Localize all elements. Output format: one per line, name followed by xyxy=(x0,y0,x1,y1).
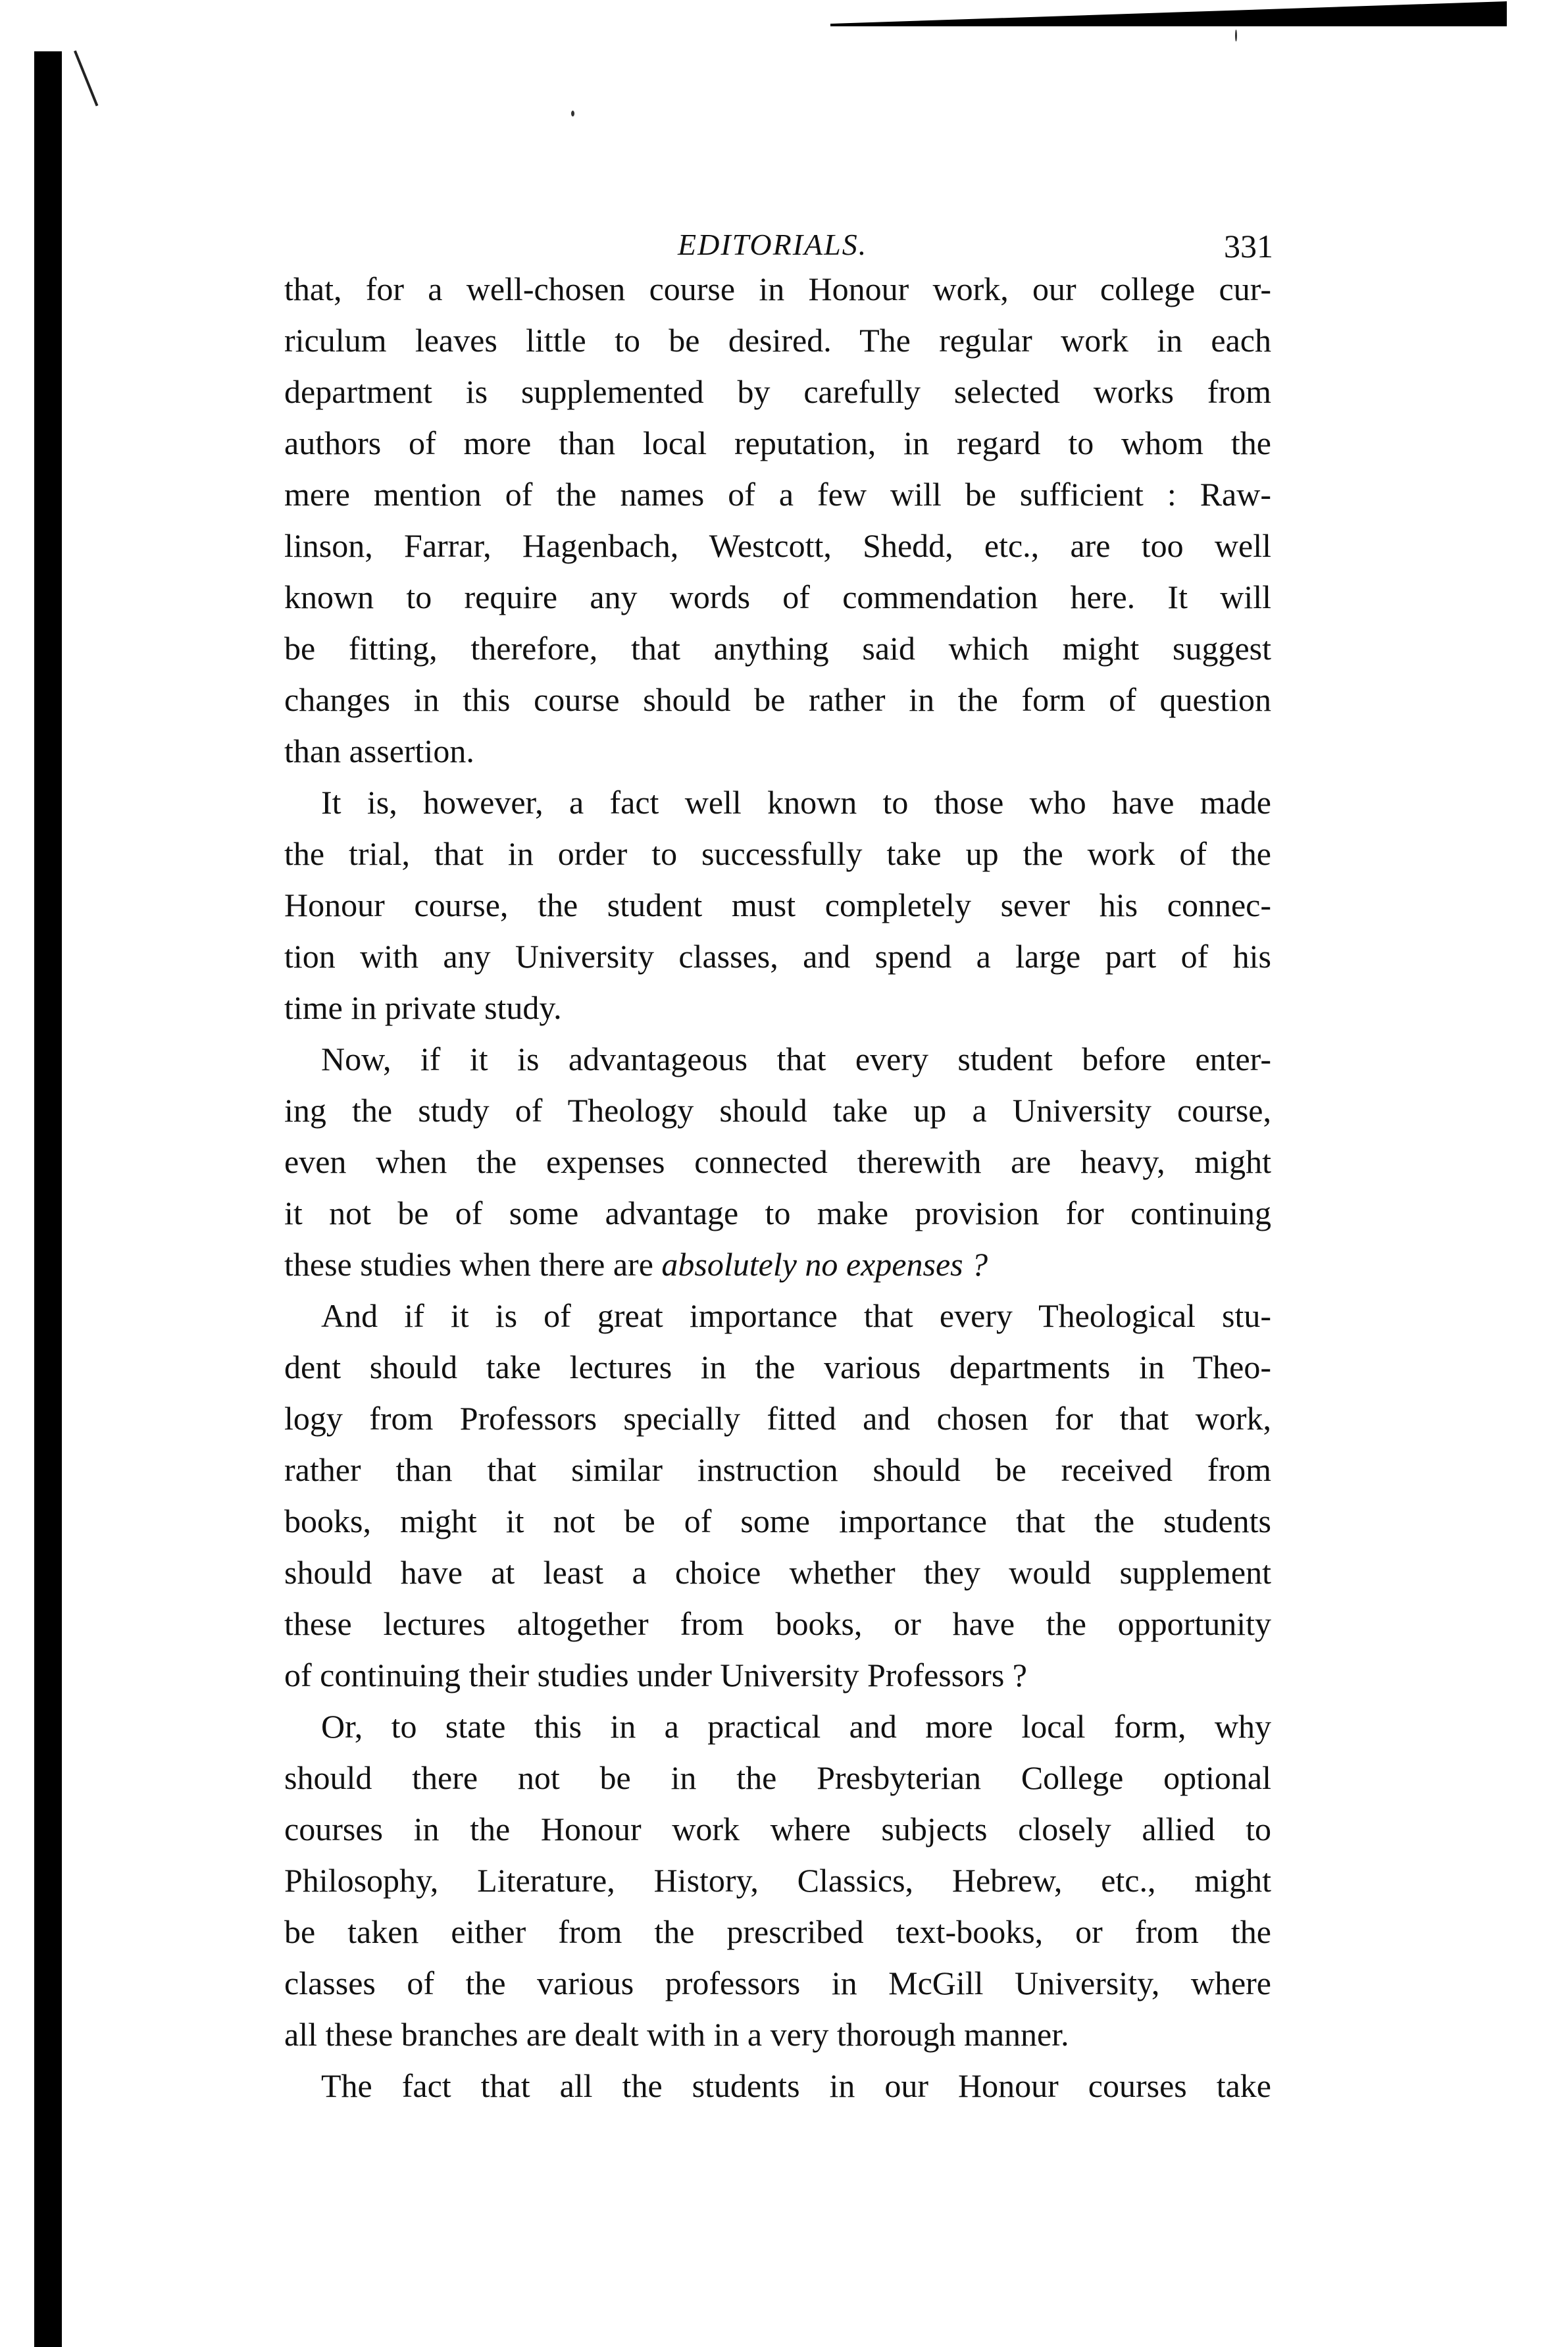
text-line: authors of more than local reputation, in regard to whom the xyxy=(284,425,1271,461)
text-line: tion with any University classes, and spend a large part of his xyxy=(284,938,1271,975)
text-line: even when the expenses connected therewith are heavy, might xyxy=(284,1143,1271,1180)
paragraph xyxy=(284,263,1271,777)
text-line: riculum leaves little to be desired. The regular work in each xyxy=(284,322,1271,359)
text-line: The fact that all the students in our Honour courses take xyxy=(321,2067,1271,2104)
text-line: ing the study of Theology should take up a University course, xyxy=(284,1092,1271,1129)
body-text xyxy=(284,263,1271,2111)
paragraph xyxy=(284,1033,1271,1290)
text-line: changes in this course should be rather in the form of question xyxy=(284,681,1271,718)
running-head-title: EDITORIALS. xyxy=(678,228,868,261)
text-line: And if it is of great importance that every Theological stu- xyxy=(321,1297,1271,1334)
text-line: be taken either from the prescribed text-books, or from the xyxy=(284,1913,1271,1950)
text-line: these studies when there are absolutely no expenses ? xyxy=(284,1246,988,1283)
text-line: of continuing their studies under University Professors ? xyxy=(284,1657,1027,1693)
paragraph xyxy=(284,1701,1271,2060)
text-line: time in private study. xyxy=(284,989,562,1026)
text-line: Honour course, the student must completely sever his connec- xyxy=(284,887,1271,923)
text-line: the trial, that in order to successfully take up the work of the xyxy=(284,835,1271,872)
page-number: 331 xyxy=(1224,228,1273,265)
text-line: books, might it not be of some importance that the students xyxy=(284,1503,1271,1539)
text-line: these lectures altogether from books, or have the opportunity xyxy=(284,1605,1271,1642)
text-line: classes of the various professors in McGill University, where xyxy=(284,1965,1271,2001)
text-line: linson, Farrar, Hagenbach, Westcott, Shedd, etc., are too well xyxy=(284,527,1271,564)
text-line: than assertion. xyxy=(284,733,474,769)
text-line: should have at least a choice whether they would supplement xyxy=(284,1554,1271,1591)
text-line: all these branches are dealt with in a very thorough manner. xyxy=(284,2016,1069,2053)
text-line: mere mention of the names of a few will be sufficient : Raw- xyxy=(284,476,1271,513)
scan-edge-top xyxy=(0,0,1568,39)
scan-mark xyxy=(74,51,98,107)
text-line: rather than that similar instruction should be received from xyxy=(284,1451,1271,1488)
paragraph xyxy=(284,1290,1271,1701)
text-line: Now, if it is advantageous that every student before enter- xyxy=(321,1041,1271,1077)
text-line: logy from Professors specially fitted and chosen for that work, xyxy=(284,1400,1271,1437)
text-line: be fitting, therefore, that anything said which might suggest xyxy=(284,630,1271,667)
text-line: it not be of some advantage to make provision for continuing xyxy=(284,1195,1271,1231)
text-line: department is supplemented by carefully selected works from xyxy=(284,373,1271,410)
text-line: It is, however, a fact well known to those who have made xyxy=(321,784,1271,821)
text-line: that, for a well-chosen course in Honour work, our college cur- xyxy=(284,271,1271,307)
text-line: Or, to state this in a practical and more local form, why xyxy=(321,1708,1271,1745)
text-line: known to require any words of commendation here. It will xyxy=(284,579,1271,615)
paragraph xyxy=(284,777,1271,1033)
text-line: Philosophy, Literature, History, Classics, Hebrew, etc., might xyxy=(284,1862,1271,1899)
text-line: courses in the Honour work where subjects closely allied to xyxy=(284,1811,1271,1847)
scan-speck xyxy=(1235,30,1237,41)
italic-emphasis: absolutely no expenses ? xyxy=(661,1246,988,1283)
paragraph xyxy=(284,2060,1271,2111)
text-line: dent should take lectures in the various departments in Theo- xyxy=(284,1349,1271,1385)
text-line: should there not be in the Presbyterian College optional xyxy=(284,1759,1271,1796)
scan-speck xyxy=(571,111,574,116)
scan-edge-left xyxy=(34,51,62,2347)
